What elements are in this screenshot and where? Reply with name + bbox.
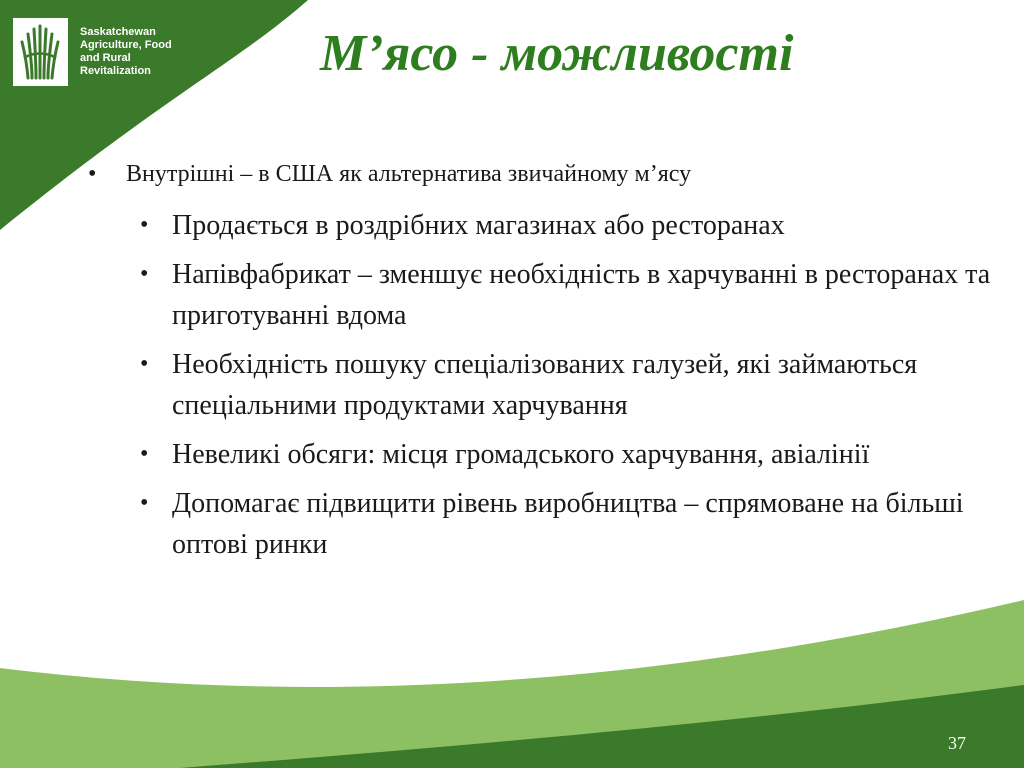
bullet-marker: • bbox=[140, 441, 149, 467]
sub-bullet-item bbox=[140, 434, 1000, 475]
logo-wordmark bbox=[80, 26, 172, 78]
sub-bullet-text: Продається в роздрібних магазинах або ресторанах bbox=[172, 210, 785, 241]
sub-bullet-text: Невеликі обсяги: місця громадського харчування, авіалінії bbox=[172, 439, 870, 470]
bullet-marker: • bbox=[140, 212, 149, 238]
sub-bullet-text: Допомагає підвищити рівень виробництва – спрямоване на більші оптові ринки bbox=[172, 488, 964, 560]
sub-bullet-list bbox=[140, 205, 1000, 573]
logo-line: and Rural bbox=[80, 52, 131, 64]
bullet-marker: • bbox=[88, 161, 97, 187]
sub-bullet-item bbox=[140, 254, 1000, 336]
sub-bullet-text: Необхідність пошуку спеціалізованих галузей, які займаються спеціальними продуктами харчування bbox=[172, 349, 918, 421]
wheat-sheaf-icon bbox=[13, 18, 68, 86]
bullet-marker: • bbox=[140, 261, 149, 287]
sub-bullet-item bbox=[140, 483, 1000, 565]
bullet-marker: • bbox=[140, 351, 149, 377]
sub-bullet-item bbox=[140, 205, 1000, 246]
main-bullet-text: Внутрішні – в США як альтернатива звичайному м’ясу bbox=[126, 161, 692, 187]
slide-title: М’ясо - можливості bbox=[320, 25, 794, 82]
bullet-marker: • bbox=[140, 490, 149, 516]
sub-bullet-text: Напівфабрикат – зменшує необхідність в харчуванні в ресторанах та приготуванні вдома bbox=[172, 259, 991, 331]
logo-line: Agriculture, Food bbox=[80, 39, 172, 51]
page-number: 37 bbox=[948, 733, 966, 753]
logo-mark bbox=[13, 18, 68, 86]
sub-bullet-item bbox=[140, 344, 1000, 426]
logo-line: Revitalization bbox=[80, 65, 151, 77]
logo-line: Saskatchewan bbox=[80, 26, 156, 38]
